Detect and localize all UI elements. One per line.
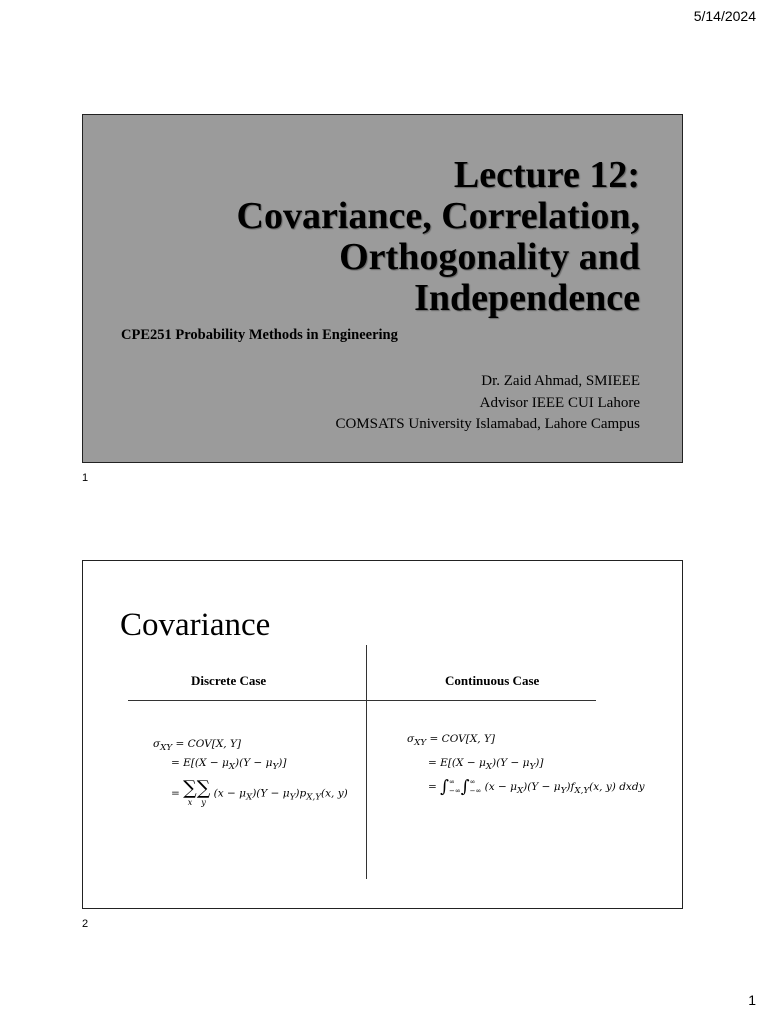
author-line: Dr. Zaid Ahmad, SMIEEE	[481, 373, 640, 389]
print-date: 5/14/2024	[693, 8, 756, 24]
title-line: Lecture 12:	[453, 154, 640, 196]
formula-line: = $E[(X - \mu_X)(Y - \mu_Y)]$	[428, 757, 544, 773]
formula-line: $\sigma_{XY} = COV[X$, Y]	[153, 738, 241, 754]
page-number: 1	[748, 992, 756, 1008]
lecture-title	[237, 155, 641, 319]
continuous-case-heading: Continuous Case	[445, 673, 540, 688]
column-divider	[366, 645, 367, 879]
formula-line: $\sigma_{XY} = COV[X$, Y]	[407, 733, 495, 749]
author-block	[335, 371, 640, 436]
author-line: Advisor IEEE CUI Lahore	[479, 394, 640, 411]
discrete-case-heading: Discrete Case	[191, 673, 267, 688]
author-line: COMSATS University Islamabad, Lahore Campus	[335, 416, 640, 432]
title-line: Orthogonality and	[339, 236, 640, 278]
slide-1	[82, 114, 683, 463]
title-line: Independence	[414, 277, 640, 319]
slide-title: Covariance	[120, 607, 271, 643]
course-name: CPE251 Probability Methods in Engineering	[121, 327, 398, 343]
formula-line: = ∑ x ∑ y $(x - \mu_X)(Y - \mu_Y)p_{X,Y}(x$, y)	[171, 777, 348, 807]
slide-number: 1	[82, 472, 89, 484]
formula-line: = ∫ ∞ −∞ ∫ ∞ −∞ $(x - \mu_X)(Y - \mu_Y)f_{X,Y}(x$, y) dxdy	[428, 777, 645, 797]
header-divider	[128, 700, 596, 701]
slide-2	[82, 560, 683, 909]
slide-number: 2	[82, 918, 89, 930]
formula-line: = $E[(X - \mu_X)(Y - \mu_Y)]$	[171, 757, 287, 773]
title-line: Covariance, Correlation,	[236, 195, 640, 237]
